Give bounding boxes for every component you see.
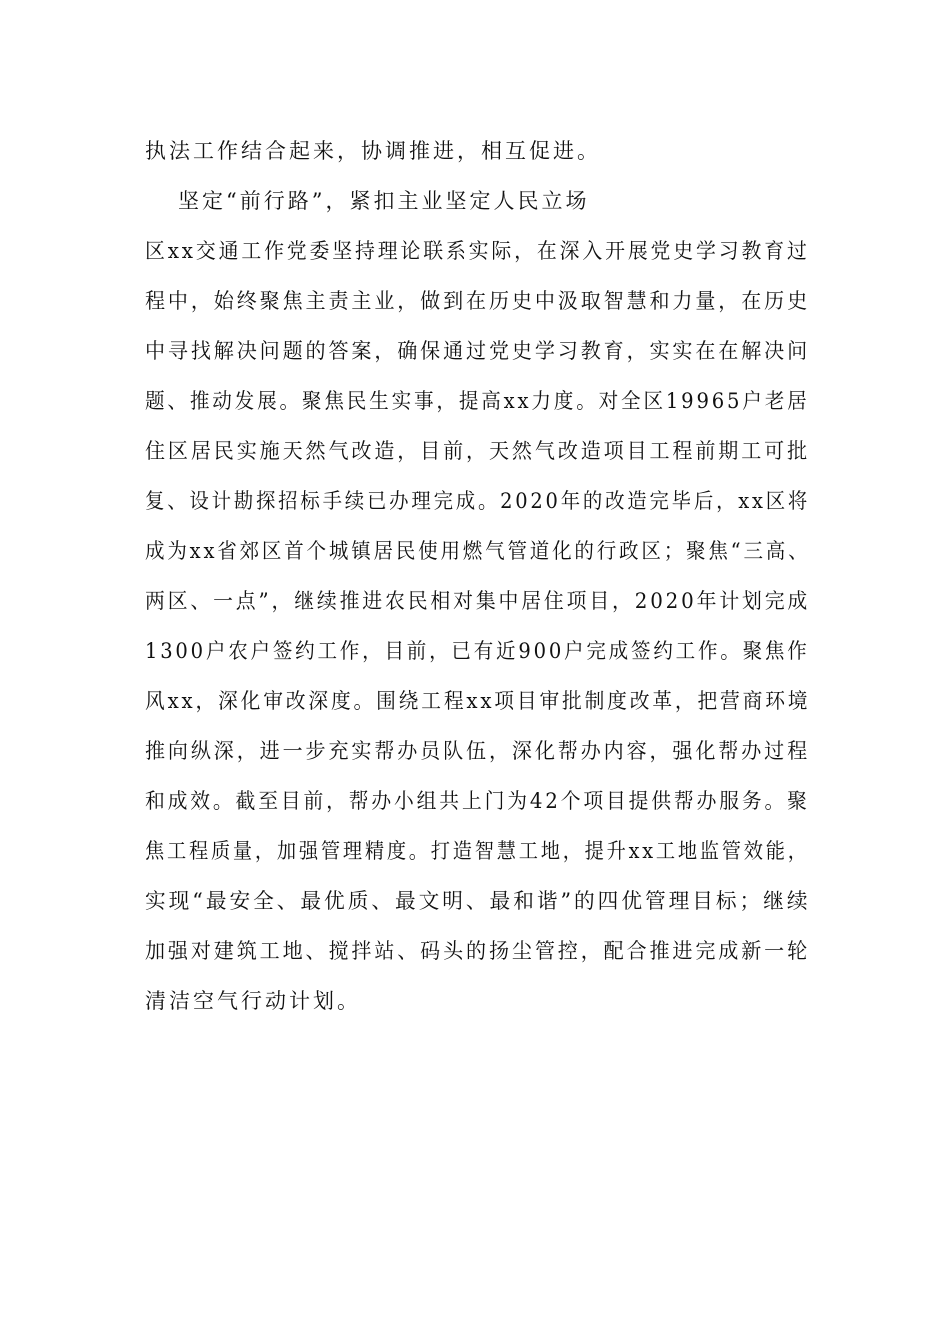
text-line: 题、推动发展。聚焦民生实事，提高xx力度。对全区19965户老居 [145, 389, 810, 413]
text-line: 区xx交通工作党委坚持理论联系实际，在深入开展党史学习教育过 [145, 239, 810, 263]
text-line: 焦工程质量，加强管理精度。打造智慧工地，提升xx工地监管效能， [145, 839, 810, 863]
text-line: 和成效。截至目前，帮办小组共上门为42个项目提供帮办服务。聚 [145, 789, 810, 813]
text-line: 两区、一点”，继续推进农民相对集中居住项目，2020年计划完成 [145, 589, 811, 613]
text-line: 加强对建筑工地、搅拌站、码头的扬尘管控，配合推进完成新一轮 [145, 939, 811, 963]
text-line: 1300户农户签约工作，目前，已有近900户完成签约工作。聚焦作 [145, 639, 810, 663]
text-line: 复、设计勘探招标手续已办理完成。2020年的改造完毕后，xx区将 [145, 489, 811, 513]
section-heading: 坚定“前行路”，紧扣主业坚定人民立场 [178, 189, 590, 213]
text-line: 清洁空气行动计划。 [145, 989, 361, 1013]
text-line: 实现“最安全、最优质、最文明、最和谐”的四优管理目标；继续 [145, 889, 811, 913]
text-line: 风xx，深化审改深度。围绕工程xx项目审批制度改革，把营商环境 [145, 689, 811, 713]
text-line: 成为xx省郊区首个城镇居民使用燃气管道化的行政区；聚焦“三高、 [145, 539, 811, 563]
text-line: 程中，始终聚焦主责主业，做到在历史中汲取智慧和力量，在历史 [145, 289, 811, 313]
text-line: 推向纵深，进一步充实帮办员队伍，深化帮办内容，强化帮办过程 [145, 739, 811, 763]
text-line: 中寻找解决问题的答案，确保通过党史学习教育，实实在在解决问 [145, 339, 811, 363]
text-line: 执法工作结合起来，协调推进，相互促进。 [145, 139, 601, 163]
text-line: 住区居民实施天然气改造，目前，天然气改造项目工程前期工可批 [145, 439, 811, 463]
